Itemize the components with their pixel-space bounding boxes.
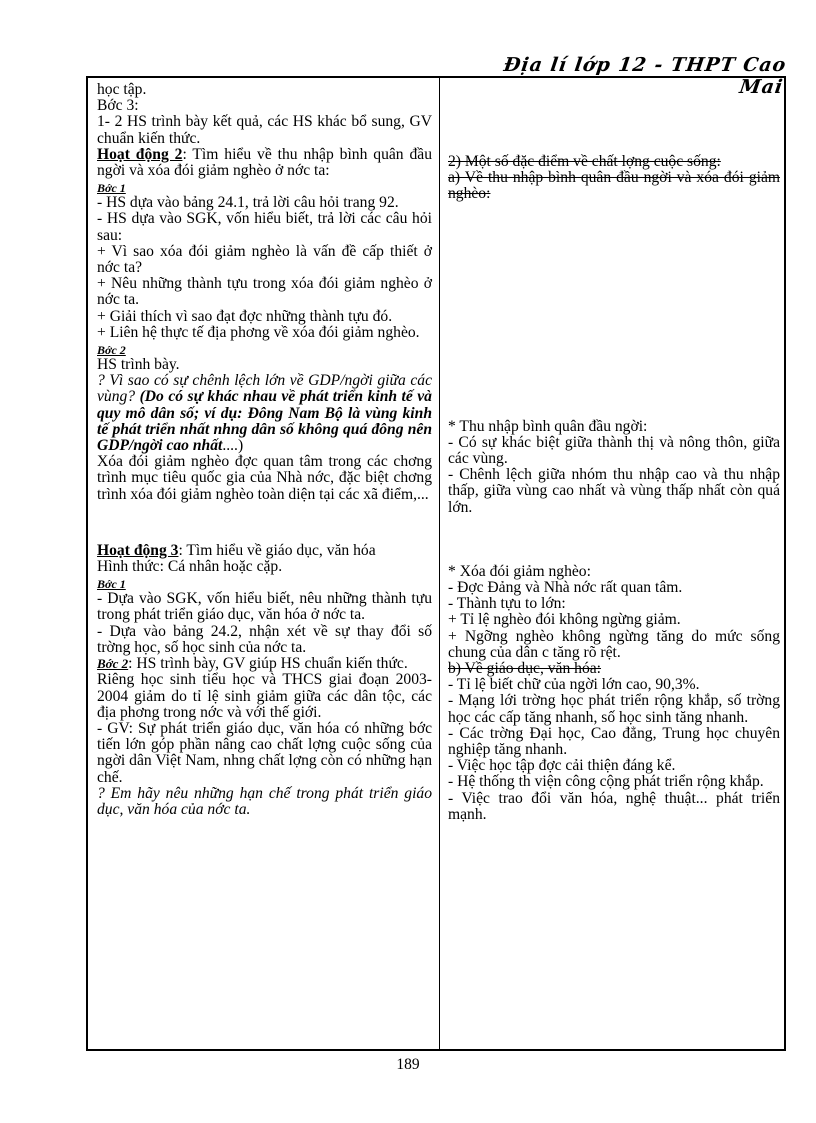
text-line: - GV: Sự phát triển giáo dục, văn hóa có những bớc tiến lớn góp phần nâng cao chất lợng cuộc sống của ngời dân Việt Nam, nhng chất lợng còn có những hạn chế. [97, 719, 432, 786]
text-line: học tập. [97, 81, 147, 98]
question [97, 373, 432, 454]
text-line: - Đợc Đảng và Nhà nớc rất quan tâm. [448, 579, 683, 597]
activities-column [88, 78, 440, 1049]
answer-text: (Do có sự khác nhau về phát triển kinh tế và quy mô dân số; ví dụ: Đông Nam Bộ là vùng kinh tế phát triển nhất nhng dân số không quá đông nên GDP/ngời cao nhất [97, 388, 432, 455]
text-line: * Xóa đói giảm nghèo: [448, 562, 591, 580]
lesson-table [86, 76, 786, 1051]
activity-3-title: Hoạt động 3 [97, 541, 179, 559]
section-heading: 2) Một số đặc điểm về chất lợng cuộc sống: [448, 153, 721, 170]
text-line: + Nêu những thành tựu trong xóa đói giảm nghèo ở nớc ta. [97, 275, 432, 309]
text-line: - Hệ thống th viện công cộng phát triển rộng khắp. [448, 773, 764, 791]
text-line: - Thành tựu to lớn: [448, 595, 566, 613]
text-line: Hình thức: Cá nhân hoặc cặp. [97, 558, 283, 576]
text-line: 1- 2 HS trình bày kết quả, các HS khác bổ sung, GV chuẩn kiến thức. [97, 113, 432, 147]
running-header: Địa lí lớp 12 - THPT Cao Mai [502, 54, 788, 98]
activity-2 [97, 147, 432, 179]
text-line: Riêng học sinh tiểu học và THCS giai đoạn 2003- 2004 giảm do tỉ lệ sinh giảm giữa các dân tộc, các địa phơng trong nớc và với thế giới. [97, 671, 432, 721]
text-line: * Thu nhập bình quân đầu ngời: [448, 417, 648, 435]
text-line: - Mạng lới trờng học phát triển rộng khắp, số trờng học các cấp tăng nhanh, số học sinh tăng nhanh. [448, 692, 780, 726]
text-line: - Tỉ lệ biết chữ của ngời lớn cao, 90,3%. [448, 676, 700, 694]
text-line: - Chênh lệch giữa nhóm thu nhập cao và thu nhập thấp, giữa vùng cao nhất và vùng thấp nhất còn quá lớn. [448, 466, 780, 516]
step-label: Bớc 1 [97, 577, 126, 592]
text-line: - Việc trao đổi văn hóa, nghệ thuật... phát triển mạnh. [448, 789, 780, 823]
text-line: HS trình bày. [97, 356, 180, 374]
text-line: Xóa đói giảm nghèo đợc quan tâm trong các chơng trình mục tiêu quốc gia của Nhà nớc, đặc biệt chơng trình xóa đói giảm nghèo toàn diện tại các xã điểm,... [97, 453, 432, 503]
text-line: - Có sự khác biệt giữa thành thị và nông thôn, giữa các vùng. [448, 433, 780, 468]
text-line: - Việc học tập đợc cải thiện đáng kể. [448, 757, 676, 775]
question-text: ? Vì sao có sự chênh lệch lớn về GDP/ngời giữa các vùng? [97, 372, 432, 406]
answer-tail: ....) [222, 437, 244, 455]
text-line: Bớc 3: [97, 97, 139, 115]
text-line: + Giải thích vì sao đạt đợc những thành tựu đó. [97, 307, 393, 325]
step-2-line [97, 656, 432, 672]
text-line: - HS dựa vào bảng 24.1, trả lời câu hỏi trang 92. [97, 194, 399, 212]
activity-3 [97, 543, 432, 559]
text-line: - Các trờng Đại học, Cao đẳng, Trung học chuyên nghiệp tăng nhanh. [448, 724, 780, 759]
step-label: Bớc 1 [97, 181, 126, 196]
text-line: + Tỉ lệ nghèo đói không ngừng giảm. [448, 611, 681, 629]
subsection-heading: a) Về thu nhập bình quân đầu ngời và xóa đói giảm nghèo: [448, 169, 780, 203]
activity-2-title: Hoạt động 2 [97, 145, 183, 163]
step-label: Bớc 2 [97, 656, 129, 672]
question: ? Em hãy nêu những hạn chế trong phát triển giáo dục, văn hóa của nớc ta. [97, 784, 432, 818]
text-line: + Vì sao xóa đói giảm nghèo là vấn đề cấp thiết ở nớc ta? [97, 242, 432, 277]
page-number: 189 [396, 1056, 420, 1073]
text-line: - Dựa vào SGK, vốn hiểu biết, nêu những thành tựu trong phát triển giáo dục, văn hóa ở nớc ta. [97, 590, 432, 624]
step-label: Bớc 2 [97, 343, 126, 358]
activity-2-text: : Tìm hiểu về thu nhập bình quân đầu ngời và xóa đói giảm nghèo ở nớc ta: [97, 145, 432, 180]
text-line: + Ngỡng nghèo không ngừng tăng do mức sống chung của dân c tăng rõ rệt. [448, 627, 780, 661]
text-line: - Dựa vào bảng 24.2, nhận xét về sự thay đổi số trờng học, số học sinh của nớc ta. [97, 622, 432, 656]
text-line: + Liên hệ thực tế địa phơng về xóa đói giảm nghèo. [97, 323, 420, 341]
activity-3-text: : Tìm hiểu về giáo dục, văn hóa [178, 541, 376, 559]
step-2-text: : HS trình bày, GV giúp HS chuẩn kiến thức. [128, 655, 408, 673]
content-column [440, 78, 786, 1049]
subsection-heading: b) Về giáo dục, văn hóa: [448, 660, 602, 678]
text-line: - HS dựa vào SGK, vốn hiểu biết, trả lời các câu hỏi sau: [97, 210, 432, 244]
